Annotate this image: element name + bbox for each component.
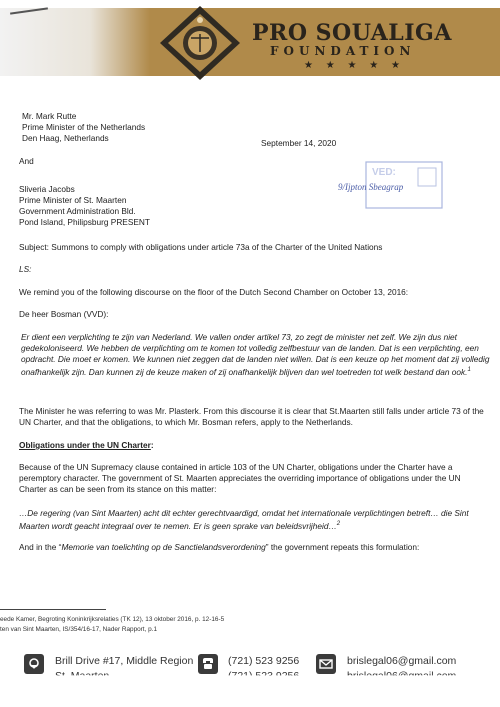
- letterhead: [0, 0, 500, 88]
- footer-phone: (721) 523 9256: [228, 655, 300, 667]
- recipient-1-name: Mr. Mark Rutte: [22, 111, 77, 121]
- memorie-paragraph: [19, 542, 489, 553]
- stamp-signature: 9/Ijpton Sbeagrap: [338, 182, 404, 192]
- foundation-logo-icon: [158, 4, 242, 82]
- minister-paragraph: The Minister he was referring to was Mr. Plasterk. From this discourse it is clear that St.Maarten still falls under article 73 of the UN Charter, and that the obligations, to which Mr. Bosman refers, apply to the Netherlands.: [19, 406, 484, 427]
- received-stamp: [336, 160, 444, 212]
- subject-line: Subject: Summons to comply with obligations under article 73a of the Charter of the United Nations: [19, 242, 383, 252]
- footnote-2: ten van Sint Maarten, IS/354/16-17, Nader Rapport, p.1: [0, 626, 158, 633]
- and-label: And: [19, 156, 34, 166]
- memorie-title: Memorie van toelichting op de Sanctielandsverordening: [61, 542, 266, 552]
- quote-bosman: [21, 332, 493, 378]
- footer-address: Brill Drive #17, Middle Region: [55, 655, 194, 667]
- section-heading-text: Obligations under the UN Charter: [19, 440, 151, 450]
- memorie-tail: ” the government repeats this formulation:: [265, 542, 420, 552]
- footnote-rule: [0, 609, 106, 610]
- heading-colon: :: [150, 440, 154, 450]
- email-icon: [316, 654, 336, 674]
- org-name: PRO SOUALIGA: [252, 20, 452, 46]
- letter-date: September 14, 2020: [261, 138, 337, 148]
- quote-bosman-text: Er dient een verplichting te zijn van Nederland. We vallen onder artikel 73, zo zegt de minister net zelf. We zijn dus niet gedekoloniseerd. We hebben de verplichting om te komen tot volledig zelfbestuur van de landen. Dat is een verplichting, een opdracht. Die moet er komen. We kunnen niet zeggen dat de landen niet willen. Dat is een keuze op het moment dat zij volledig onafhankelijk zijn. Dan kunnen zij de keuze maken of zij onafhankelijk blijven dan wel toetreden tot welk bestand dan ook.: [21, 332, 490, 377]
- letterhead-fade: [0, 8, 150, 76]
- intro-paragraph: We remind you of the following discourse on the floor of the Dutch Second Chamber on October 13, 2016:: [19, 287, 409, 297]
- footnote-mark-1: 1: [467, 367, 471, 373]
- org-subtitle: FOUNDATION: [270, 44, 416, 58]
- recipient-2-building: Government Administration Bld.: [19, 206, 136, 216]
- recipient-2-address: Pond Island, Philipsburg PRESENT: [19, 217, 150, 227]
- recipient-2-title: Prime Minister of St. Maarten: [19, 195, 127, 205]
- footnote-mark-2: 2: [336, 521, 341, 527]
- quote-government: [19, 508, 489, 532]
- phone-icon: [198, 654, 218, 674]
- supremacy-paragraph: Because of the UN Supremacy clause contained in article 103 of the UN Charter, obligations under the Charter have a peremptory character. The government of St. Maarten appreciates the overriding importance of obligations under the UN Charter as can be seen from its stance on this matter:: [19, 462, 461, 494]
- recipient-2-name: Sliveria Jacobs: [19, 184, 75, 194]
- salutation: LS:: [19, 264, 32, 274]
- footer-email: brislegal06@gmail.com: [347, 655, 457, 667]
- recipient-1-title: Prime Minister of the Netherlands: [22, 122, 146, 132]
- section-heading: [19, 440, 489, 451]
- stars-icon: ★ ★ ★ ★ ★: [304, 60, 405, 71]
- memorie-lead: And in the “: [19, 542, 62, 552]
- recipient-1-city: Den Haag, Netherlands: [22, 133, 109, 143]
- footnote-1: eede Kamer, Begroting Koninkrijksrelaties (TK 12), 13 oktober 2016, p. 12-16-5: [0, 616, 225, 623]
- location-icon: [24, 654, 44, 674]
- quote-government-text: …De regering (van Sint Maarten) acht dit echter gerechtvaardigd, omdat het internationale verplichtingen betreft… die Sint Maarten wordt geacht integraal over te nemen. Er is geen sprake van beleidsvrijheid…: [19, 508, 469, 531]
- stamp-text: VED:: [372, 167, 396, 178]
- speaker-line: De heer Bosman (VVD):: [19, 309, 109, 319]
